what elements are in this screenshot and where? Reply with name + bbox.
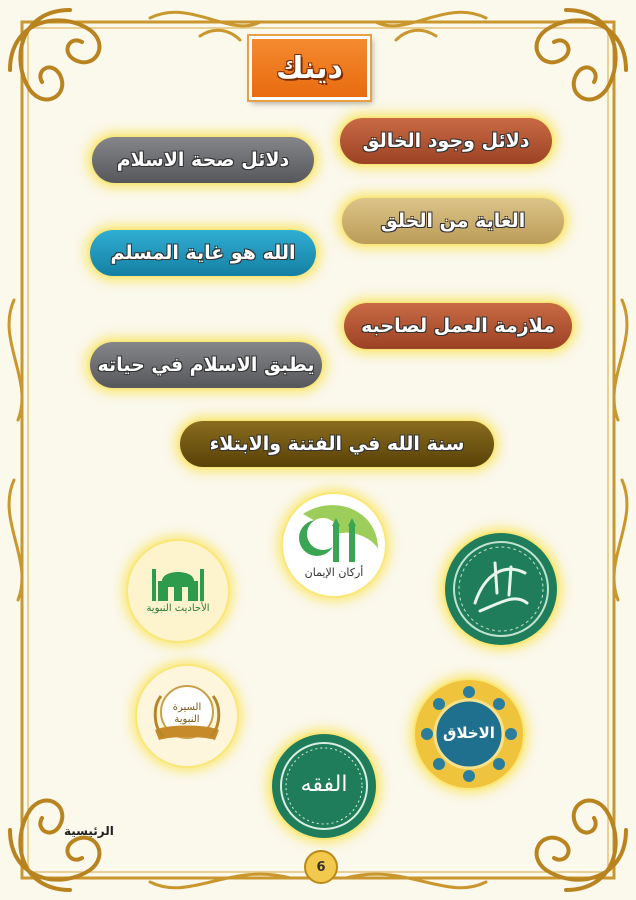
topic-label: دلائل صحة الاسلام	[116, 149, 290, 171]
topic-trials-button[interactable]	[180, 421, 494, 467]
svg-text:السيرة: السيرة	[172, 702, 202, 713]
section-hadith-button[interactable]	[128, 541, 228, 641]
topic-deeds-accompany-button[interactable]	[344, 303, 572, 349]
page-title: دينك	[249, 36, 370, 100]
section-fiqh-button[interactable]	[272, 734, 376, 838]
topic-label: يطبق الاسلام في حياته	[97, 354, 315, 376]
section-label: الفقه	[300, 772, 348, 797]
topic-creator-proofs-button[interactable]	[340, 118, 552, 164]
section-akhlaq-button[interactable]	[415, 680, 523, 788]
section-seerah-button[interactable]	[137, 666, 237, 766]
home-link[interactable]: الرئيسية	[64, 824, 114, 838]
page-number: 6	[304, 850, 338, 884]
quran-calligraphy-icon	[445, 533, 557, 645]
scroll-emblem-icon	[137, 666, 237, 766]
topic-apply-islam-button[interactable]	[90, 342, 322, 388]
section-label: أركان الإيمان	[304, 566, 364, 579]
topic-label: الله هو غاية المسلم	[110, 242, 296, 264]
section-label: الاخلاق	[443, 724, 495, 742]
mosque-crescent-icon	[283, 494, 385, 596]
topic-label: الغاية من الخلق	[380, 210, 526, 232]
section-pillars-button[interactable]	[283, 494, 385, 596]
topic-label: دلائل وجود الخالق	[362, 130, 530, 152]
section-quran-button[interactable]	[445, 533, 557, 645]
topic-purpose-of-creation-button[interactable]	[342, 198, 564, 244]
topic-allah-muslim-goal-button[interactable]	[90, 230, 316, 276]
svg-text:النبوية: النبوية	[174, 714, 200, 725]
mosque-dome-icon	[128, 541, 228, 641]
topic-label: سنة الله في الفتنة والابتلاء	[209, 433, 465, 455]
section-label: الأحاديث النبوية	[146, 603, 210, 614]
topic-label: ملازمة العمل لصاحبه	[361, 315, 555, 337]
topic-islam-validity-button[interactable]	[92, 137, 314, 183]
